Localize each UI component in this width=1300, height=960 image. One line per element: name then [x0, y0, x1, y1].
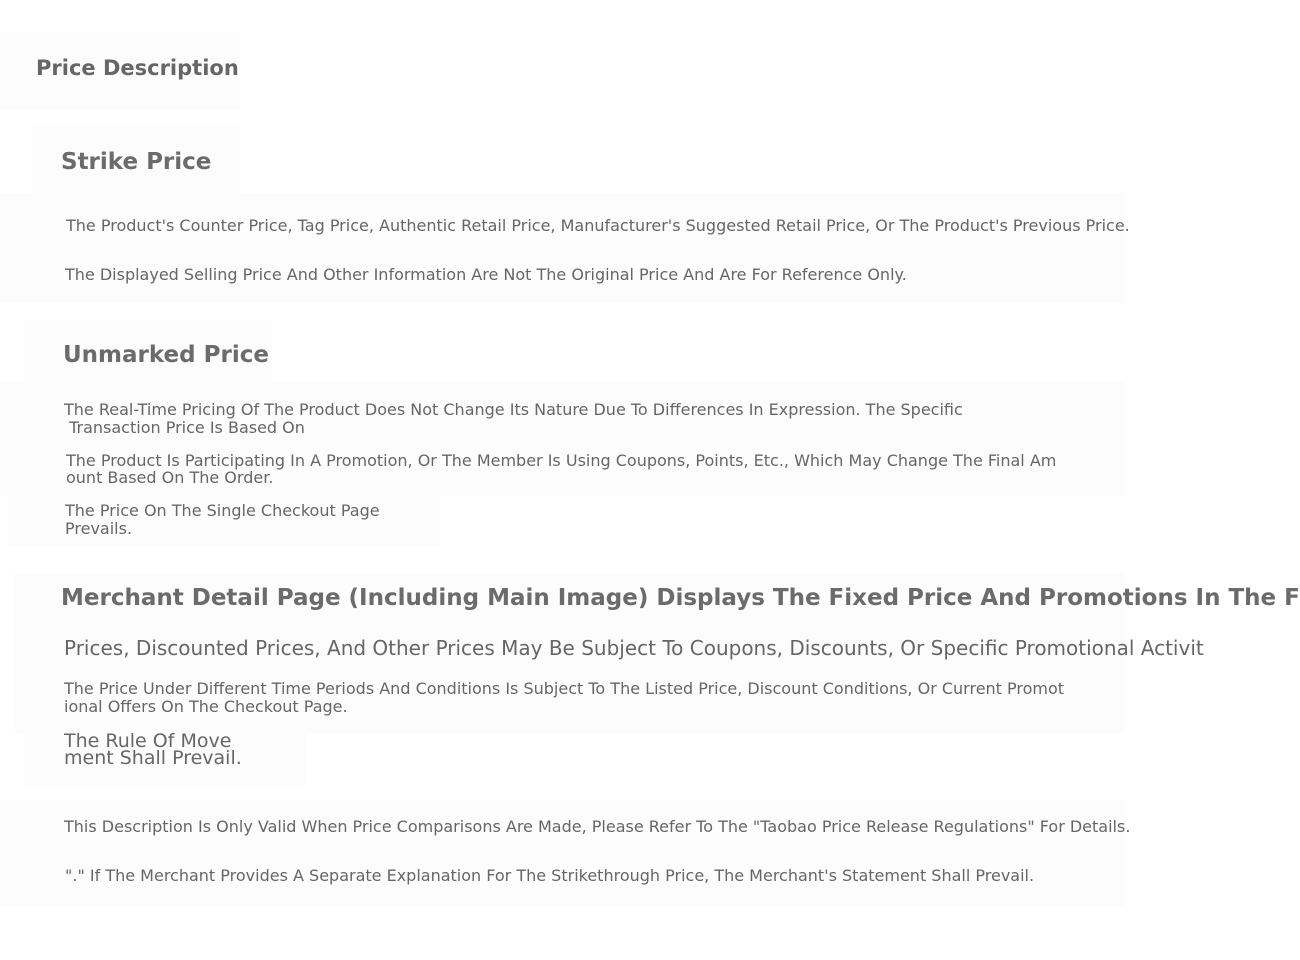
unmarked-para-3-line-2: Prevails. — [65, 519, 133, 538]
unmarked-para-1-line-2: Transaction Price Is Based On — [64, 418, 305, 437]
strike-price-line-1: The Product's Counter Price, Tag Price, Authentic Retail Price, Manufacturer's Suggested Retail Price, Or The Product's Previous Price. — [66, 216, 1130, 235]
rule-line-1: The Rule Of Move — [64, 730, 232, 752]
footer-block — [0, 800, 1125, 906]
page-title: Price Description — [36, 56, 239, 80]
merchant-heading: Merchant Detail Page (Including Main Image) Displays The Fixed Price And Promotions In The F — [61, 585, 1300, 611]
rule-line-2: ment Shall Prevail. — [64, 747, 242, 769]
unmarked-para-3-line-1: The Price On The Single Checkout Page — [65, 501, 380, 520]
footer-line-1: This Description Is Only Valid When Price Comparisons Are Made, Please Refer To The "Taobao Price Release Regulations" For Details. — [64, 817, 1131, 836]
strike-body-block — [0, 193, 1125, 303]
unmarked-para-2-line-1: The Product Is Participating In A Promotion, Or The Member Is Using Coupons, Points, Etc., Which May Change The Final Am — [66, 451, 1057, 470]
merchant-para-1-line-1: The Price Under Different Time Periods And Conditions Is Subject To The Listed Price, Discount Conditions, Or Current Promot — [64, 679, 1065, 698]
strike-price-heading: Strike Price — [61, 149, 212, 175]
merchant-subline: Prices, Discounted Prices, And Other Prices May Be Subject To Coupons, Discounts, Or Specific Promotional Activit — [64, 636, 1204, 660]
unmarked-price-heading: Unmarked Price — [63, 342, 269, 368]
unmarked-para-1-line-1: The Real-Time Pricing Of The Product Does Not Change Its Nature Due To Differences In Expression. The Specific — [64, 400, 963, 419]
unmarked-para-2-line-2: ount Based On The Order. — [66, 468, 274, 487]
strike-price-line-2: The Displayed Selling Price And Other Information Are Not The Original Price And Are For Reference Only. — [65, 265, 907, 284]
footer-line-2: "." If The Merchant Provides A Separate Explanation For The Strikethrough Price, The Merchant's Statement Shall Prevail. — [65, 866, 1035, 885]
merchant-para-1-line-2: ional Offers On The Checkout Page. — [64, 697, 348, 716]
